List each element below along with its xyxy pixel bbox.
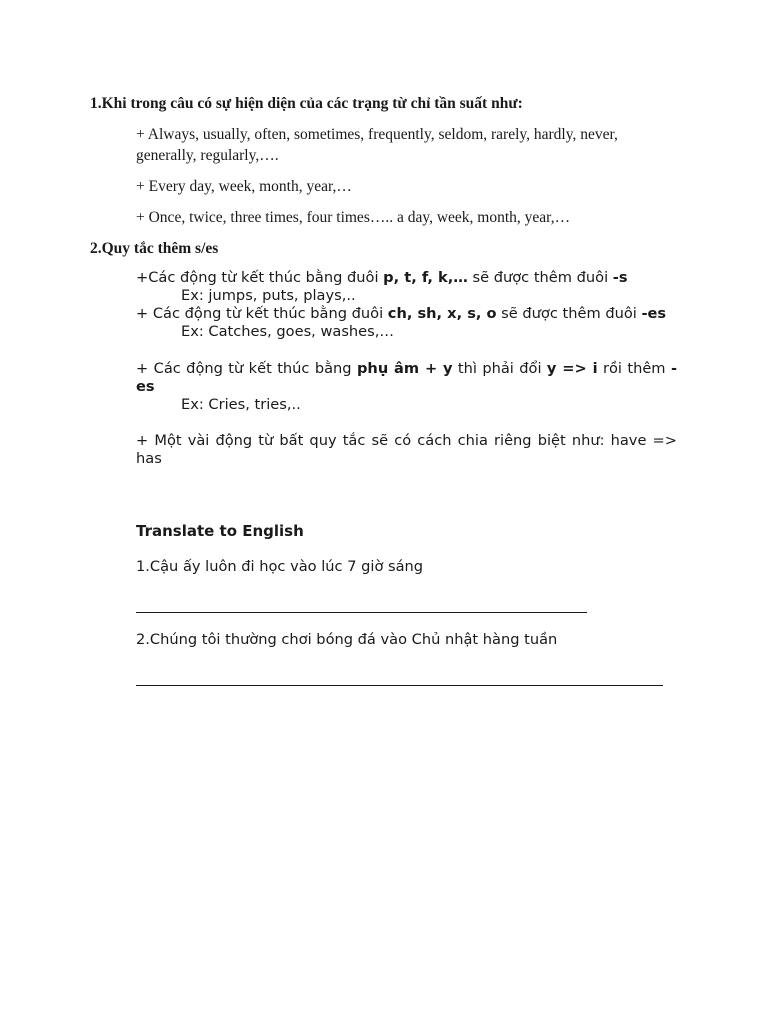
- rule-es-suffix: -es: [641, 305, 667, 322]
- exercise-question-2: 2.Chúng tôi thường chơi bóng đá vào Chủ nhật hàng tuần: [136, 631, 558, 648]
- rule-s-prefix: +Các động từ kết thúc bằng đuôi: [136, 269, 384, 286]
- section-1-heading: 1.Khi trong câu có sự hiện diện của các trạng từ chỉ tần suất như:: [90, 95, 523, 112]
- rule-s-suffix: -s: [612, 269, 628, 286]
- time-expressions-item: + Every day, week, month, year,…: [136, 178, 352, 195]
- rule-y-consonant-y: phụ âm + y: [356, 360, 453, 377]
- rule-y-suffix: -es: [136, 360, 677, 395]
- rule-es-middle: sẽ được thêm đuôi: [496, 305, 642, 322]
- rule-es-prefix: + Các động từ kết thúc bằng đuôi: [136, 305, 388, 322]
- rule-s-example: Ex: jumps, puts, plays,..: [181, 287, 356, 304]
- rule-s-text: [136, 269, 677, 287]
- rule-y-middle-2: rồi thêm: [597, 360, 671, 377]
- frequency-phrases-item: + Once, twice, three times, four times….. a day, week, month, year,…: [136, 209, 571, 226]
- irregular-verbs-note: [136, 432, 677, 468]
- rule-s-block: [136, 269, 677, 305]
- rule-y-middle: thì phải đổi: [452, 360, 547, 377]
- exercise-title: Translate to English: [136, 522, 304, 540]
- rule-y-change: y => i: [546, 360, 598, 377]
- rule-y-text: [136, 360, 677, 396]
- rule-es-text: [136, 305, 677, 323]
- exercise-question-1: 1.Cậu ấy luôn đi học vào lúc 7 giờ sáng: [136, 558, 424, 575]
- rule-s-endings: p, t, f, k,…: [383, 269, 468, 286]
- frequency-adverbs-item: + Always, usually, often, sometimes, frequently, seldom, rarely, hardly, never, generally, regularly,….: [136, 126, 618, 164]
- rule-y-example: Ex: Cries, tries,..: [181, 396, 301, 413]
- rule-y-block: [136, 360, 677, 414]
- rule-y-prefix: + Các động từ kết thúc bằng: [136, 360, 357, 377]
- rule-es-endings: ch, sh, x, s, o: [387, 305, 497, 322]
- rule-es-block: [136, 305, 677, 341]
- answer-line-1: [136, 612, 587, 613]
- rule-s-middle: sẽ được thêm đuôi: [467, 269, 613, 286]
- section-2-heading: 2.Quy tắc thêm s/es: [90, 240, 219, 257]
- irregular-verbs-text: + Một vài động từ bất quy tắc sẽ có cách chia riêng biệt như: have => has: [136, 432, 677, 467]
- rule-es-example: Ex: Catches, goes, washes,…: [181, 323, 394, 340]
- answer-line-2: [136, 685, 663, 686]
